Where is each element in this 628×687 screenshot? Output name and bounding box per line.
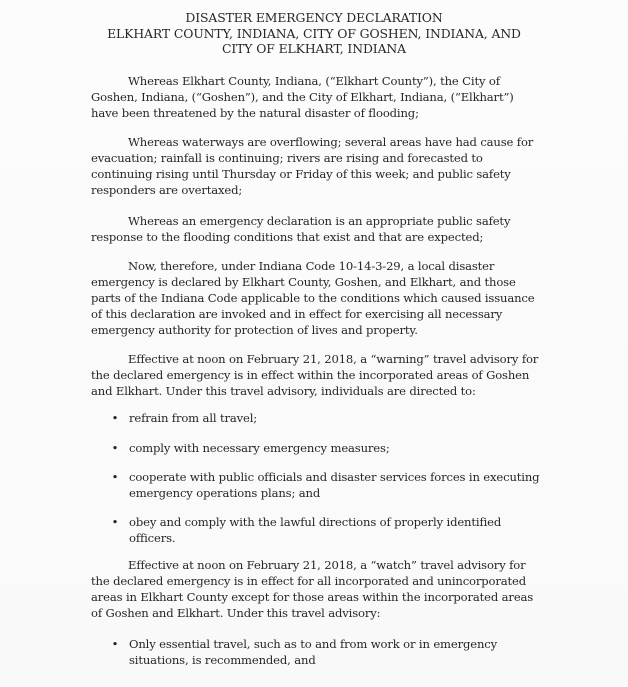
paragraph-line: the declared emergency is in effect for all incorporated and unincorporated [91,574,527,588]
bullet-line: Only essential travel, such as to and from work or in emergency [129,637,498,651]
paragraph-line: Whereas Elkhart County, Indiana, (“Elkhart County”), the City of [128,74,500,88]
bullet-text [129,410,554,426]
title-line: DISASTER EMERGENCY DECLARATION [185,10,443,25]
paragraph-line: Whereas waterways are overflowing; several areas have had cause for [128,135,534,149]
bullet-icon: • [111,637,119,651]
bullet-text [129,636,554,668]
title-line: CITY OF ELKHART, INDIANA [221,41,407,56]
paragraph-line: the declared emergency is in effect within the incorporated areas of Goshen [91,368,530,382]
paragraph-watch-advisory [91,557,551,621]
paragraph-line: emergency is declared by Elkhart County, Goshen, and Elkhart, and those [91,275,516,289]
paragraph-line: Goshen, Indiana, (“Goshen”), and the City of Elkhart, Indiana, (“Elkhart”) [91,90,514,104]
bullet-text [129,514,554,546]
bullet-line: situations, is recommended, and [129,653,316,667]
paragraph-line: Now, therefore, under Indiana Code 10-14-3-29, a local disaster [128,259,495,273]
bullet-line: obey and comply with the lawful directions of properly identified [129,515,502,529]
bullet-line: emergency operations plans; and [129,486,321,500]
paragraph-whereas-waterways [91,134,551,198]
paragraph-warning-advisory [91,351,551,399]
bullet-icon: • [111,441,119,455]
bullet-icon: • [111,515,119,529]
bullet-icon: • [111,470,119,484]
paragraph-whereas-threatened [91,73,551,121]
paragraph-line: have been threatened by the natural disaster of flooding; [91,106,419,120]
paragraph-line: parts of the Indiana Code applicable to the conditions which caused issuance [91,291,535,305]
paragraph-whereas-declaration [91,213,551,245]
bullet-line: cooperate with public officials and disaster services forces in executing [129,470,540,484]
paragraph-line: Effective at noon on February 21, 2018, a “warning” travel advisory for [128,352,539,366]
paragraph-line: of this declaration are invoked and in effect for exercising all necessary [91,307,503,321]
paragraph-line: emergency authority for protection of lives and property. [91,323,418,337]
paragraph-line: of Goshen and Elkhart. Under this travel advisory: [91,606,381,620]
paragraph-now-therefore [91,258,551,338]
title-line: ELKHART COUNTY, INDIANA, CITY OF GOSHEN, INDIANA, AND [107,25,521,41]
paragraph-line: areas in Elkhart County except for those areas within the incorporated areas [91,590,534,604]
bullet-text [129,440,554,456]
paragraph-line: responders are overtaxed; [91,183,243,197]
paragraph-line: response to the flooding conditions that exist and that are expected; [91,230,484,244]
bullet-line: refrain from all travel; [129,411,258,425]
paragraph-line: Effective at noon on February 21, 2018, a “watch” travel advisory for [128,558,526,572]
paragraph-line: Whereas an emergency declaration is an appropriate public safety [128,214,511,228]
bullet-line: officers. [129,531,176,545]
bullet-text [129,469,554,501]
bullet-icon: • [111,411,119,425]
paragraph-line: and Elkhart. Under this travel advisory, individuals are directed to: [91,384,476,398]
paragraph-line: evacuation; rainfall is continuing; rivers are rising and forecasted to [91,151,483,165]
paragraph-line: continuing rising until Thursday or Friday of this week; and public safety [91,167,511,181]
document-title [0,10,628,57]
bullet-line: comply with necessary emergency measures; [129,441,390,455]
